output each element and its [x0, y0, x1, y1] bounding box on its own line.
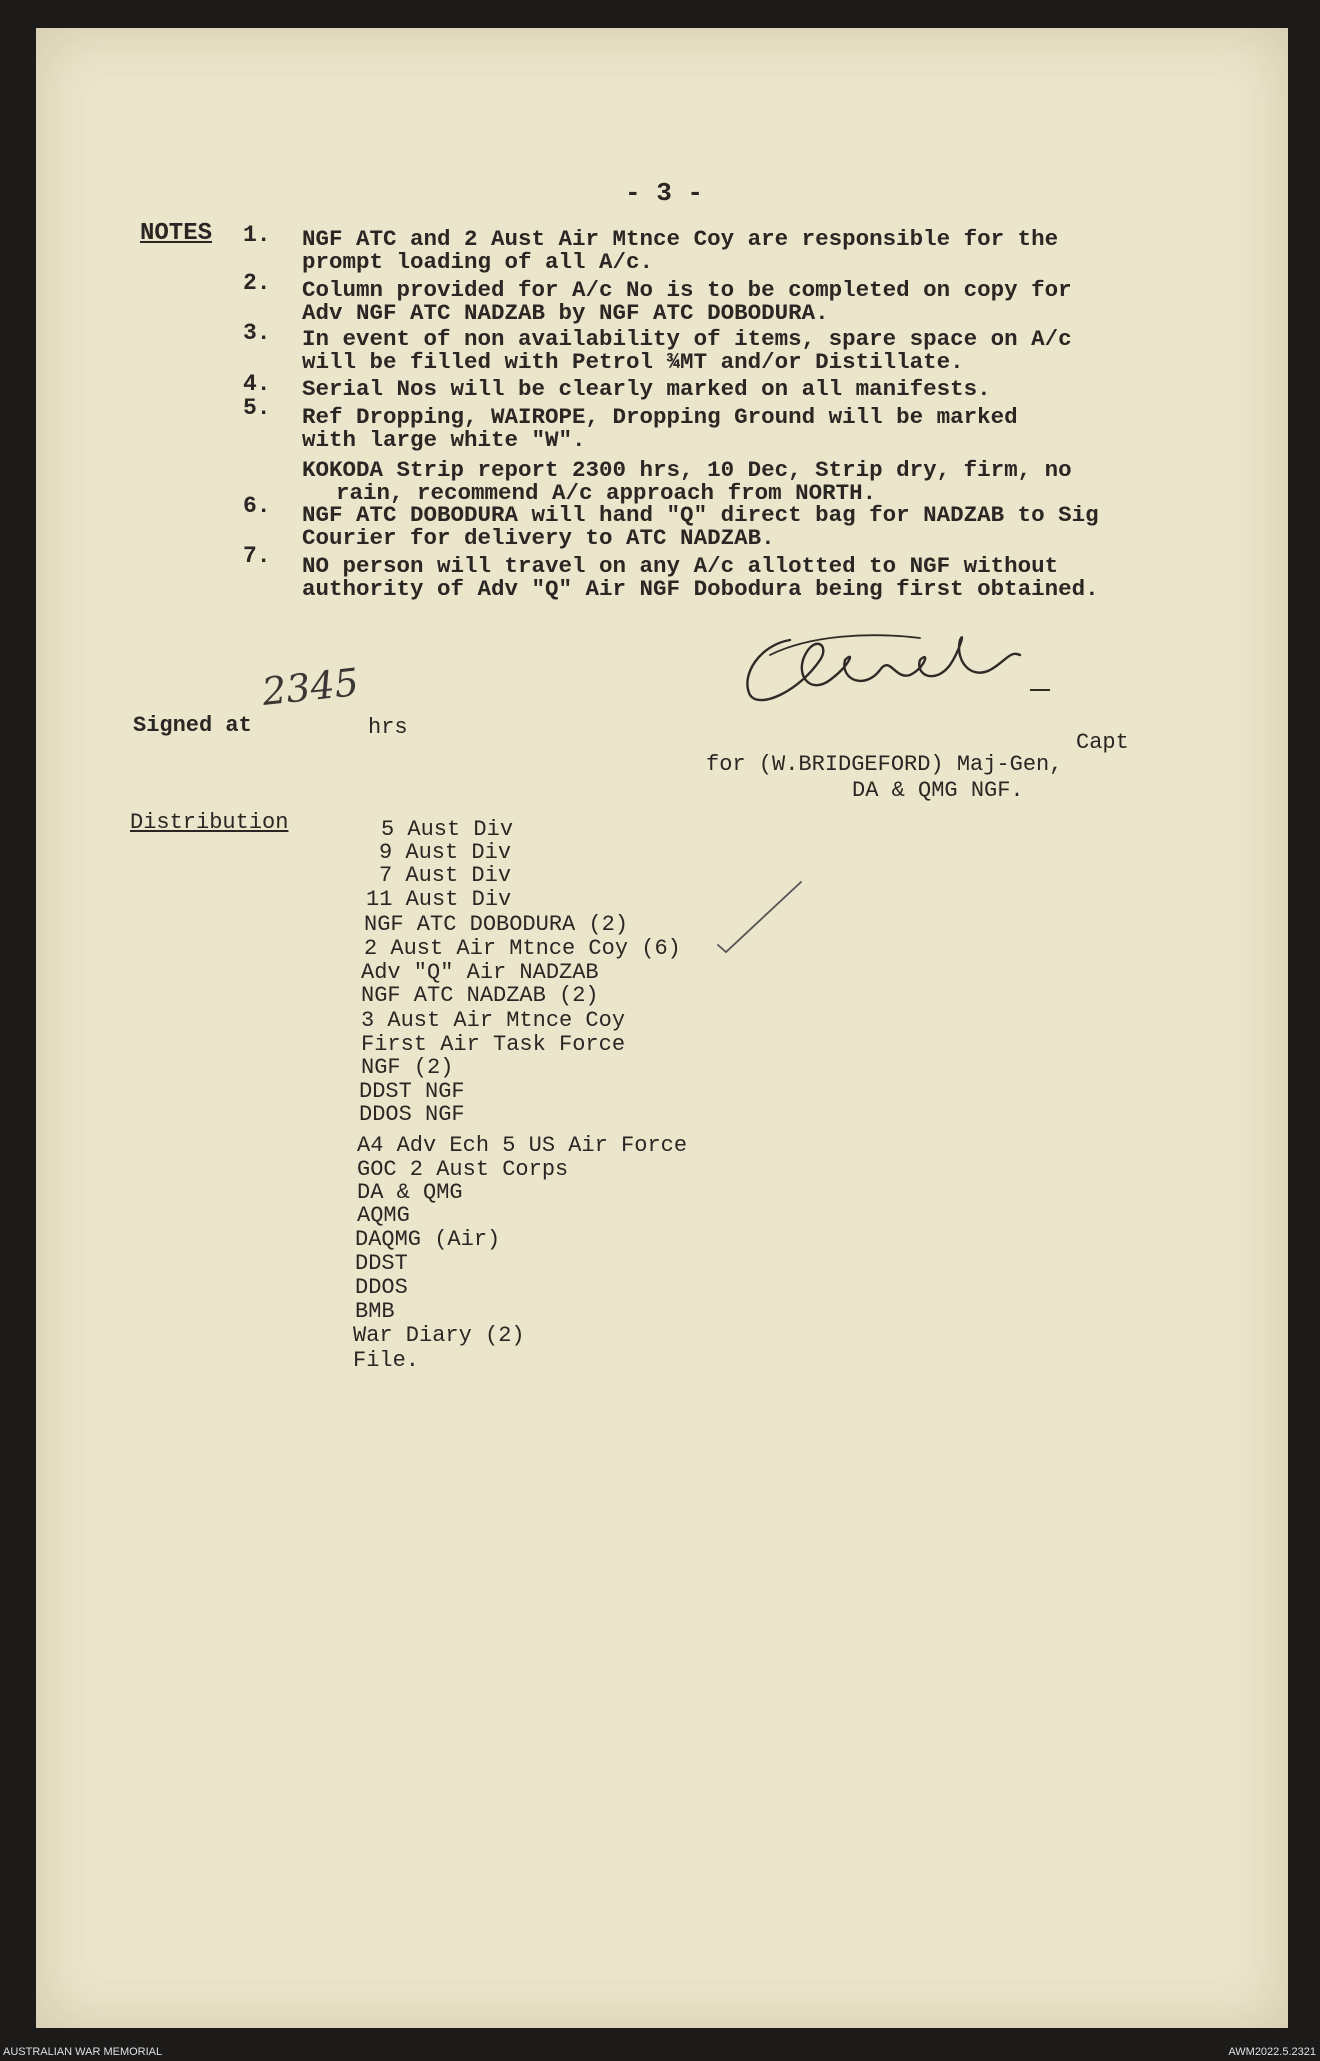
distribution-item: 7 Aust Div [379, 863, 512, 888]
signatory-line: for (W.BRIDGEFORD) Maj-Gen, [706, 752, 1063, 777]
distribution-item: NGF (2) [361, 1055, 454, 1080]
note-line: Courier for delivery to ATC NADZAB. [302, 525, 775, 551]
note-line: Adv NGF ATC NADZAB by NGF ATC DOBODURA. [302, 300, 829, 326]
distribution-item: 11 Aust Div [366, 887, 512, 912]
note-line: KOKODA Strip report 2300 hrs, 10 Dec, Strip dry, firm, no [302, 457, 1072, 483]
note-line: will be filled with Petrol ¾MT and/or Distillate. [302, 349, 964, 375]
note-line: Column provided for A/c No is to be completed on copy for [302, 277, 1072, 303]
note-number: 3. [243, 320, 271, 346]
note-line: Serial Nos will be clearly marked on all manifests. [302, 376, 991, 402]
distribution-item: DDOS NGF [359, 1102, 465, 1127]
distribution-item: 2 Aust Air Mtnce Coy (6) [364, 936, 681, 961]
hrs-label: hrs [368, 715, 408, 740]
distribution-item: 3 Aust Air Mtnce Coy [361, 1008, 626, 1033]
note-line: NO person will travel on any A/c allotted to NGF without [302, 553, 1059, 579]
distribution-item: DA & QMG [357, 1180, 463, 1205]
distribution-item: AQMG [357, 1203, 410, 1228]
distribution-item: 9 Aust Div [379, 840, 512, 865]
footer-archive-label: AUSTRALIAN WAR MEMORIAL [3, 2046, 163, 2058]
note-line: rain, recommend A/c approach from NORTH. [336, 480, 877, 506]
distribution-item: 5 Aust Div [381, 817, 514, 842]
note-number: 1. [243, 222, 271, 248]
distribution-item: A4 Adv Ech 5 US Air Force [357, 1133, 688, 1158]
notes-heading: NOTES [140, 220, 213, 247]
note-line: prompt loading of all A/c. [302, 249, 654, 275]
note-line: with large white "W". [302, 427, 586, 453]
page-number: - 3 - [625, 178, 704, 208]
note-line: authority of Adv "Q" Air NGF Dobodura being first obtained. [302, 576, 1099, 602]
distribution-item: First Air Task Force [361, 1032, 626, 1057]
distribution-item: BMB [355, 1299, 395, 1324]
distribution-item: DDST NGF [359, 1079, 465, 1104]
note-number: 7. [243, 543, 271, 569]
note-number: 6. [243, 493, 271, 519]
distribution-item: DDOS [355, 1275, 408, 1300]
distribution-item: File. [353, 1348, 420, 1373]
distribution-item: DAQMG (Air) [355, 1227, 501, 1252]
distribution-item: War Diary (2) [353, 1323, 525, 1348]
note-number: 5. [243, 395, 271, 421]
distribution-item: GOC 2 Aust Corps [357, 1157, 569, 1182]
note-line: NGF ATC and 2 Aust Air Mtnce Coy are responsible for the [302, 226, 1059, 252]
handwritten-signature [720, 620, 1080, 720]
note-line: NGF ATC DOBODURA will hand "Q" direct bag for NADZAB to Sig [302, 502, 1099, 528]
note-line: Ref Dropping, WAIROPE, Dropping Ground will be marked [302, 404, 1018, 430]
distribution-item: NGF ATC NADZAB (2) [361, 983, 599, 1008]
note-number: 2. [243, 270, 271, 296]
distribution-item: DDST [355, 1251, 408, 1276]
distribution-item: NGF ATC DOBODURA (2) [364, 912, 629, 937]
distribution-heading: Distribution [130, 810, 289, 835]
pencil-tick-mark [716, 880, 806, 960]
distribution-item: Adv "Q" Air NADZAB [361, 960, 599, 985]
rank-label: Capt [1076, 730, 1129, 755]
signed-at-label: Signed at [133, 713, 252, 738]
handwritten-time: 2345 [259, 660, 361, 714]
note-line: In event of non availability of items, spare space on A/c [302, 326, 1072, 352]
note-number: 4. [243, 371, 271, 397]
footer-reference-id: AWM2022.5.2321 [1228, 2046, 1316, 2058]
signatory-title: DA & QMG NGF. [852, 778, 1024, 803]
